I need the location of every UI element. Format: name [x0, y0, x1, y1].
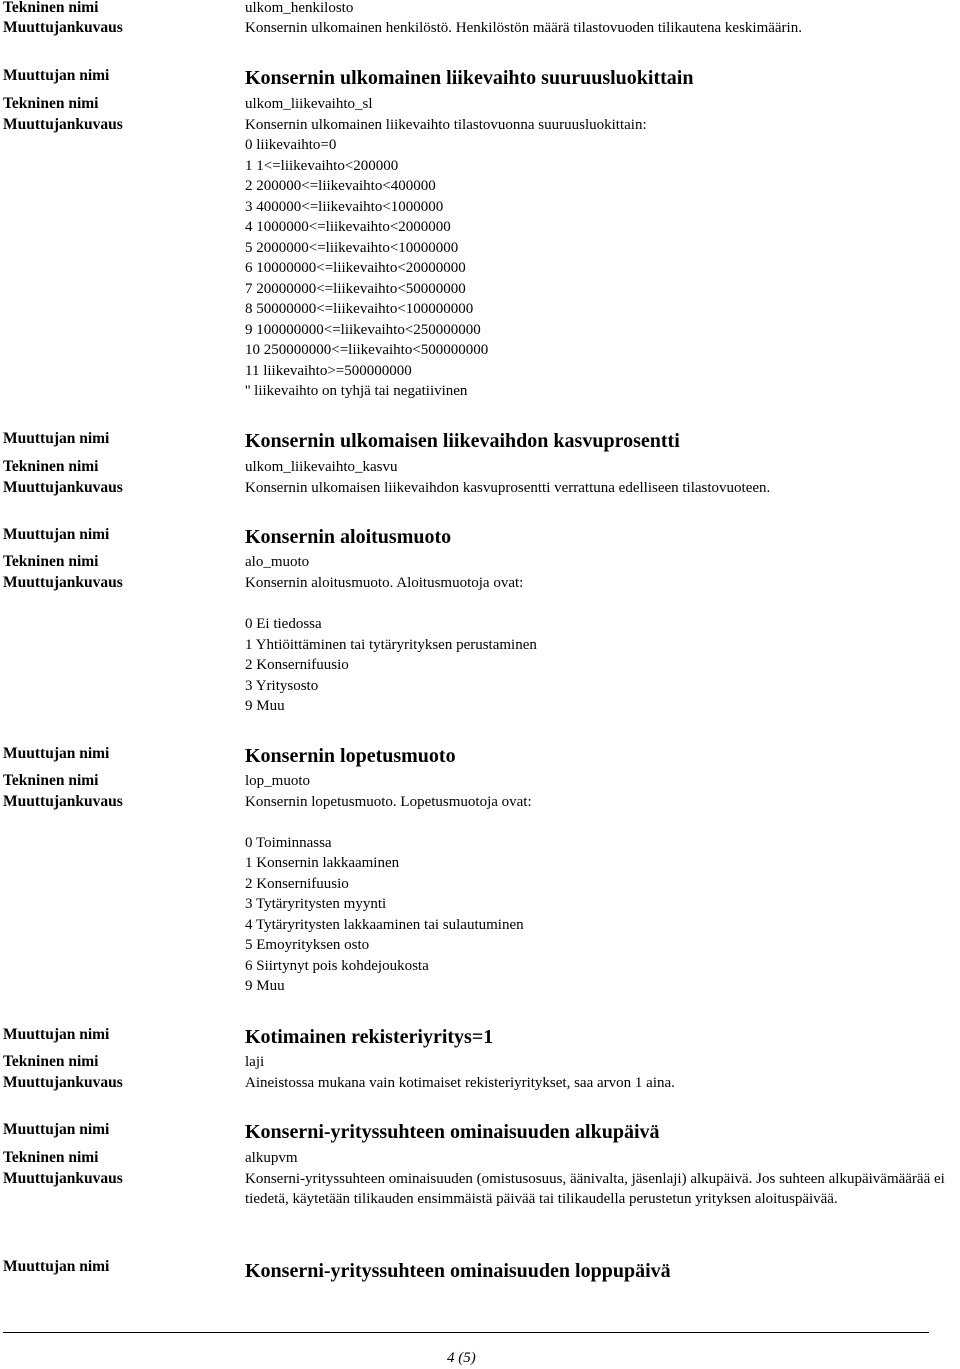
code-item: 10 250000000<=liikevaihto<500000000 — [245, 342, 489, 358]
code-item: 3 Tytäryritysten myynti — [245, 896, 387, 912]
code-item: 9 Muu — [245, 698, 285, 714]
label-muuttujan-nimi: Muuttujan nimi — [3, 745, 110, 762]
label-muuttujankuvaus: Muuttujankuvaus — [3, 793, 123, 810]
code-item: 0 Ei tiedossa — [245, 616, 322, 632]
code-item: 9 100000000<=liikevaihto<250000000 — [245, 322, 481, 338]
variable-title: Konsernin ulkomainen liikevaihto suuruusluokittain — [245, 67, 694, 89]
code-item: 5 2000000<=liikevaihto<10000000 — [245, 240, 459, 256]
label-muuttujankuvaus: Muuttujankuvaus — [3, 1074, 123, 1091]
code-item: 7 20000000<=liikevaihto<50000000 — [245, 281, 466, 297]
label-muuttujankuvaus: Muuttujankuvaus — [3, 479, 123, 496]
technical-name: laji — [245, 1054, 265, 1070]
label-muuttujankuvaus: Muuttujankuvaus — [3, 1170, 123, 1187]
technical-name: alo_muoto — [245, 554, 310, 570]
variable-title: Konsernin aloitusmuoto — [245, 526, 452, 548]
technical-name: ulkom_liikevaihto_kasvu — [245, 459, 398, 475]
code-item: 1 Konsernin lakkaaminen — [245, 855, 400, 871]
technical-name: ulkom_henkilosto — [245, 0, 354, 16]
label-tekninen-nimi: Tekninen nimi — [3, 1053, 99, 1070]
variable-description: Konsernin ulkomainen liikevaihto tilastovuonna suuruusluokittain: — [245, 117, 647, 133]
code-item: '' liikevaihto on tyhjä tai negatiivinen — [245, 383, 468, 399]
variable-title: Konsernin ulkomaisen liikevaihdon kasvuprosentti — [245, 430, 680, 452]
footer-divider — [3, 1332, 929, 1333]
label-muuttujan-nimi: Muuttujan nimi — [3, 1121, 110, 1138]
code-item: 1 Yhtiöittäminen tai tytäryrityksen perustaminen — [245, 637, 537, 653]
label-muuttujankuvaus: Muuttujankuvaus — [3, 19, 123, 36]
code-item: 2 Konsernifuusio — [245, 657, 349, 673]
label-muuttujan-nimi: Muuttujan nimi — [3, 430, 110, 447]
technical-name: ulkom_liikevaihto_sl — [245, 96, 373, 112]
label-tekninen-nimi: Tekninen nimi — [3, 772, 99, 789]
code-item: 8 50000000<=liikevaihto<100000000 — [245, 301, 474, 317]
code-item: 3 400000<=liikevaihto<1000000 — [245, 199, 444, 215]
label-tekninen-nimi: Tekninen nimi — [3, 1149, 99, 1166]
label-tekninen-nimi: Tekninen nimi — [3, 458, 99, 475]
label-muuttujan-nimi: Muuttujan nimi — [3, 526, 110, 543]
code-item: 5 Emoyrityksen osto — [245, 937, 370, 953]
variable-description: Konsernin lopetusmuoto. Lopetusmuotoja ovat: — [245, 794, 532, 810]
label-muuttujankuvaus: Muuttujankuvaus — [3, 574, 123, 591]
variable-description: Aineistossa mukana vain kotimaiset rekisteriyritykset, saa arvon 1 aina. — [245, 1075, 675, 1091]
variable-description: Konsernin ulkomaisen liikevaihdon kasvuprosentti verrattuna edelliseen tilastovuoteen. — [245, 480, 771, 496]
label-tekninen-nimi: Tekninen nimi — [3, 0, 99, 16]
code-item: 4 Tytäryritysten lakkaaminen tai sulautuminen — [245, 917, 524, 933]
label-muuttujan-nimi: Muuttujan nimi — [3, 1026, 110, 1043]
code-item: 9 Muu — [245, 978, 285, 994]
code-item: 6 Siirtynyt pois kohdejoukosta — [245, 958, 429, 974]
label-muuttujan-nimi: Muuttujan nimi — [3, 67, 110, 84]
variable-description: Konserni-yrityssuhteen ominaisuuden (omistusosuus, äänivalta, jäsenlaji) alkupäivä. Jos suhteen alkupäivämäärää ei tiedetä, käytetään tilikauden ensimmäistä päivää tai tilikaudella perustetun yrityksen aloituspäivää. — [245, 1171, 945, 1207]
variable-title: Konserni-yrityssuhteen ominaisuuden alkupäivä — [245, 1121, 660, 1143]
technical-name: lop_muoto — [245, 773, 311, 789]
code-item: 2 200000<=liikevaihto<400000 — [245, 178, 436, 194]
variable-title: Konsernin lopetusmuoto — [245, 745, 456, 767]
label-muuttujan-nimi: Muuttujan nimi — [3, 1258, 110, 1275]
label-tekninen-nimi: Tekninen nimi — [3, 553, 99, 570]
code-item: 11 liikevaihto>=500000000 — [245, 363, 412, 379]
code-item: 0 Toiminnassa — [245, 835, 332, 851]
variable-title: Kotimainen rekisteriyritys=1 — [245, 1026, 494, 1048]
code-item: 2 Konsernifuusio — [245, 876, 349, 892]
code-item: 1 1<=liikevaihto<200000 — [245, 158, 399, 174]
label-tekninen-nimi: Tekninen nimi — [3, 95, 99, 112]
variable-description: Konsernin ulkomainen henkilöstö. Henkilöstön määrä tilastovuoden tilikautena keskimäärin. — [245, 20, 802, 36]
technical-name: alkupvm — [245, 1150, 298, 1166]
code-item: 3 Yritysosto — [245, 678, 319, 694]
code-item: 4 1000000<=liikevaihto<2000000 — [245, 219, 451, 235]
page-number: 4 (5) — [447, 1350, 476, 1366]
variable-description: Konsernin aloitusmuoto. Aloitusmuotoja ovat: — [245, 575, 524, 591]
code-item: 6 10000000<=liikevaihto<20000000 — [245, 260, 466, 276]
label-muuttujankuvaus: Muuttujankuvaus — [3, 116, 123, 133]
code-item: 0 liikevaihto=0 — [245, 137, 337, 153]
variable-title: Konserni-yrityssuhteen ominaisuuden loppupäivä — [245, 1260, 671, 1282]
